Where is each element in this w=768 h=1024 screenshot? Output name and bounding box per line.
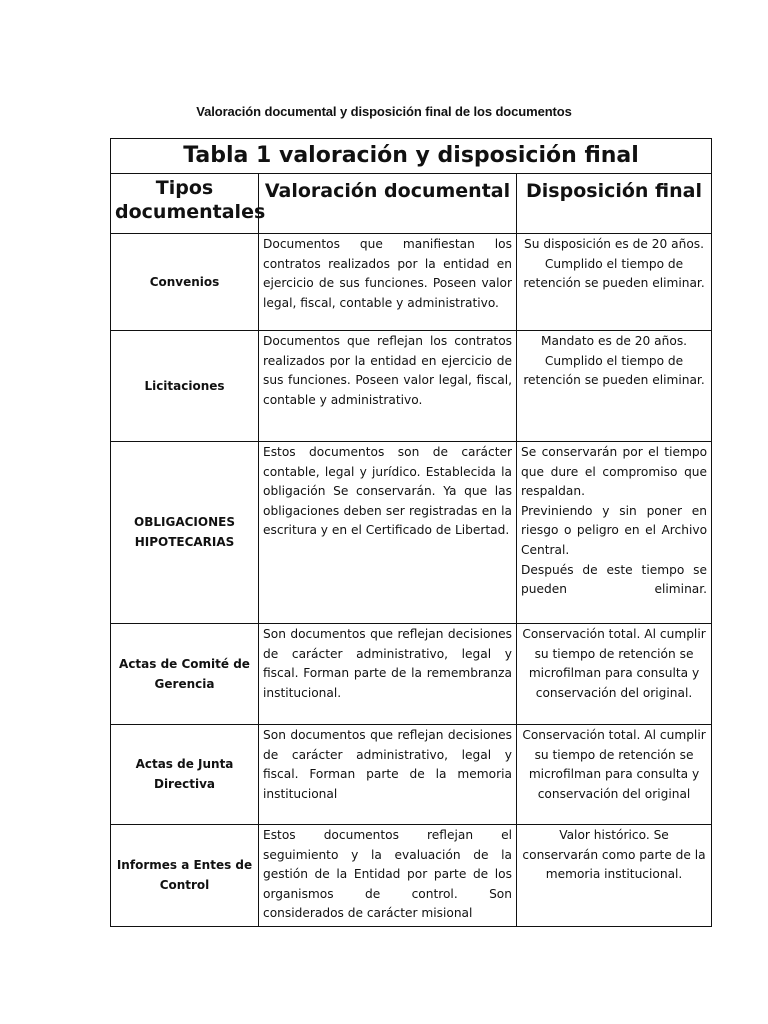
row-disposition xyxy=(517,442,712,624)
header-valuation: Valoración documental xyxy=(259,174,517,234)
row-disposition: Su disposición es de 20 años. Cumplido el tiempo de retención se pueden eliminar. xyxy=(517,234,712,331)
table-caption: Tabla 1 valoración y disposición final xyxy=(111,139,712,174)
row-type: Licitaciones xyxy=(111,331,259,442)
row-type: Actas de Comité de Gerencia xyxy=(111,624,259,725)
disposition-line: Previniendo y sin poner en riesgo o peligro en el Archivo Central. xyxy=(521,503,708,557)
row-valuation: Estos documentos son de carácter contable, legal y jurídico. Establecida la obligación Se conservarán. Ya que las obligaciones deben ser registradas en la escritura y en el Certificado de Libertad. xyxy=(259,442,517,624)
header-types: Tipos documentales xyxy=(111,174,259,234)
disposition-line: Después de este tiempo se pueden eliminar. xyxy=(521,562,708,597)
document-heading: Valoración documental y disposición final de los documentos xyxy=(196,104,572,119)
table-row xyxy=(111,234,712,331)
row-type: OBLIGACIONES HIPOTECARIAS xyxy=(111,442,259,624)
table-row xyxy=(111,442,712,624)
table-row xyxy=(111,725,712,825)
disposition-line: Se conservarán por el tiempo que dure el compromiso que respaldan. xyxy=(521,445,708,499)
table-caption-row xyxy=(111,139,712,174)
row-type: Informes a Entes de Control xyxy=(111,825,259,927)
row-valuation: Documentos que manifiestan los contratos realizados por la entidad en ejercicio de sus funciones. Poseen valor legal, fiscal, contable y administrativo. xyxy=(259,234,517,331)
header-disposition: Disposición final xyxy=(517,174,712,234)
table-row xyxy=(111,331,712,442)
row-valuation: Estos documentos reflejan el seguimiento y la evaluación de la gestión de la Entidad por parte de los organismos de control. Son considerados de carácter misional xyxy=(259,825,517,927)
valuation-table xyxy=(110,138,712,927)
row-valuation: Son documentos que reflejan decisiones de carácter administrativo, legal y fiscal. Forman parte de la memoria institucional xyxy=(259,725,517,825)
table-row xyxy=(111,825,712,927)
table-row xyxy=(111,624,712,725)
row-valuation: Son documentos que reflejan decisiones de carácter administrativo, legal y fiscal. Forman parte de la remembranza institucional. xyxy=(259,624,517,725)
row-disposition: Mandato es de 20 años. Cumplido el tiempo de retención se pueden eliminar. xyxy=(517,331,712,442)
row-type: Convenios xyxy=(111,234,259,331)
row-disposition: Conservación total. Al cumplir su tiempo de retención se microfilman para consulta y conservación del original xyxy=(517,725,712,825)
row-disposition: Conservación total. Al cumplir su tiempo de retención se microfilman para consulta y conservación del original. xyxy=(517,624,712,725)
row-type: Actas de Junta Directiva xyxy=(111,725,259,825)
row-disposition: Valor histórico. Se conservarán como parte de la memoria institucional. xyxy=(517,825,712,927)
table-header-row xyxy=(111,174,712,234)
row-valuation: Documentos que reflejan los contratos realizados por la entidad en ejercicio de sus funciones. Poseen valor legal, fiscal, contable y administrativo. xyxy=(259,331,517,442)
